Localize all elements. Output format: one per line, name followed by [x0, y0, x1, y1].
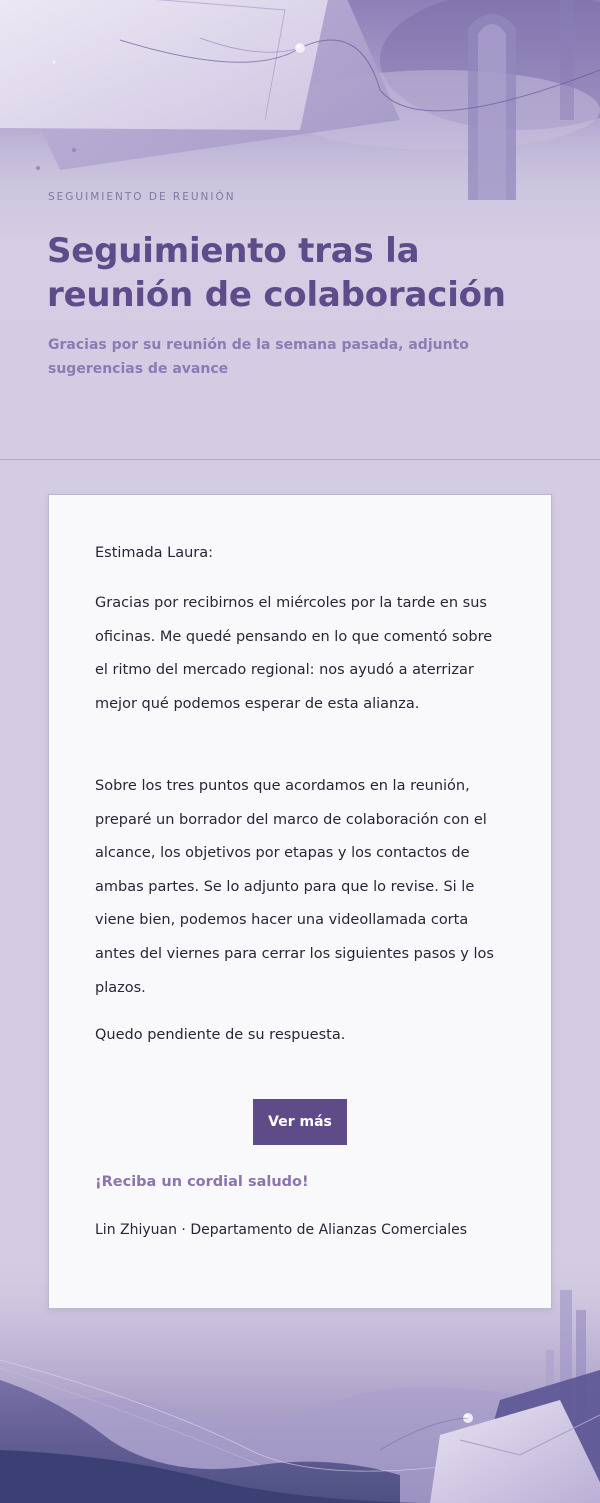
header-divider [0, 459, 600, 460]
see-more-button[interactable]: Ver más [253, 1099, 347, 1145]
letter-paragraph: Sobre los tres puntos que acordamos en la reunión, preparé un borrador del marco de colaboración con el alcance, los objetivos por etapas y los contactos de ambas partes. Se lo adjunto para que lo revise. Si le viene bien, podemos hacer una videollamada corta antes del viernes para cerrar los siguientes pasos y los plazos. [95, 778, 494, 996]
envelope-illustration [0, 0, 600, 200]
page-title: Seguimiento tras la reunión de colaboración [47, 231, 506, 315]
closing-line: ¡Reciba un cordial saludo! [95, 1174, 309, 1190]
letter-greeting: Estimada Laura: [95, 545, 214, 561]
eyebrow-label: SEGUIMIENTO DE REUNIÓN [48, 191, 236, 203]
letter-paragraph: Quedo pendiente de su respuesta. [95, 1027, 346, 1043]
header-banner [0, 0, 600, 460]
page-subtitle: Gracias por su reunión de la semana pasada, adjunto sugerencias de avance [48, 337, 469, 377]
letter-paragraph: Gracias por recibirnos el miércoles por la tarde en sus oficinas. Me quedé pensando en lo que comentó sobre el ritmo del mercado regional: nos ayudó a aterrizar mejor qué podemos esperar de esta alianza. [95, 595, 493, 712]
sender-signature: Lin Zhiyuan · Departamento de Alianzas Comerciales [95, 1222, 468, 1238]
letter-card [48, 494, 552, 1309]
